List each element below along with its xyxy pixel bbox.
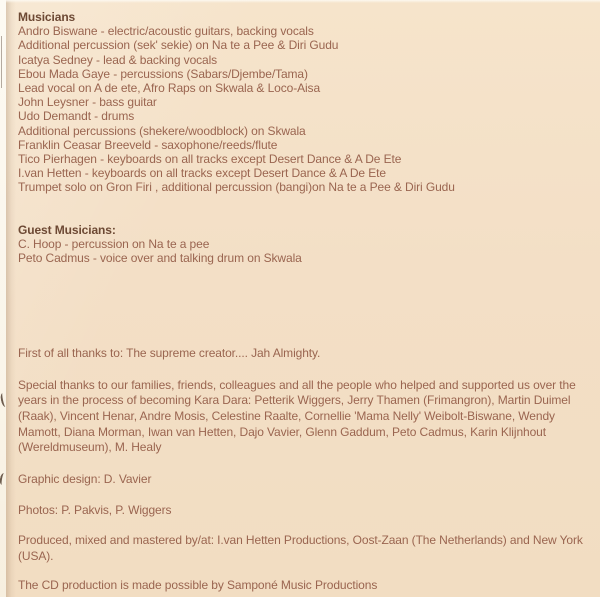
musician-credit-line: I.van Hetten - keyboards on all tracks except Desert Dance & A De Ete xyxy=(18,166,386,181)
photos-credit: Photos: P. Pakvis, P. Wiggers xyxy=(18,503,172,518)
musician-credit-line: Trumpet solo on Gron Firi , additional percussion (bangi)on Na te a Pee & Diri Gudu xyxy=(18,180,455,195)
musician-credit-line: Ebou Mada Gaye - percussions (Sabars/Djembe/Tama) xyxy=(18,66,308,81)
musician-credit-line: Icatya Sedney - lead & backing vocals xyxy=(18,52,218,67)
scan-edge-top xyxy=(0,0,600,3)
musicians-heading: Musicians xyxy=(18,10,76,24)
produced-credit: Produced, mixed and mastered by/at: I.van Hetten Productions, Oost-Zaan (The Netherlands) and New York (USA). xyxy=(18,533,583,563)
musician-credit-line: Franklin Ceasar Breeveld - saxophone/reeds/flute xyxy=(18,137,278,152)
scan-edge-shadow xyxy=(6,0,16,597)
graphic-design-credit: Graphic design: D. Vavier xyxy=(18,471,152,486)
musician-credit-line: Andro Biswane - electric/acoustic guitars, backing vocals xyxy=(18,24,314,39)
musician-credit-line: Lead vocal on A de ete, Afro Raps on Skwala & Loco-Aisa xyxy=(18,81,321,96)
scan-artifact xyxy=(1,36,4,88)
credits-content xyxy=(18,10,584,594)
musician-credit-line: Additional percussions (shekere/woodblock) on Skwala xyxy=(18,123,306,138)
special-thanks-paragraph: Special thanks to our families, friends, colleagues and all the people who helped and supported us over the years in the process of becoming Kara Dara: Petterik Wiggers, Jerry Thamen (Frimangron), Martin Duimel (Raak), Vincent Henar, Andre Mosis, Celestine Raalte, Cornellie 'Mama Nelly' Weibolt-Biswane, Wendy Mamott, Diana Morman, Iwan van Hetten, Dajo Vavier, Glenn Gaddum, Peto Cadmus, Karin Klijnhout (Wereldmuseum), M. Healy xyxy=(18,377,576,455)
guest-musicians-heading: Guest Musicians: xyxy=(18,222,116,237)
guest-credit-line: Peto Cadmus - voice over and talking drum on Skwala xyxy=(18,251,302,266)
cd-production-credit: The CD production is made possible by Samponé Music Productions xyxy=(18,578,378,593)
musicians-section xyxy=(18,10,584,195)
musician-credit-line: Additional percussion (sek' sekie) on Na te a Pee & Diri Gudu xyxy=(18,38,339,53)
guest-credit-line: C. Hoop - percussion on Na te a pee xyxy=(18,236,210,251)
musician-credit-line: Udo Demandt - drums xyxy=(18,109,135,124)
first-thanks-line: First of all thanks to: The supreme creator.... Jah Almighty. xyxy=(18,346,321,361)
musician-credit-line: John Leysner - bass guitar xyxy=(18,95,157,110)
guest-musicians-section xyxy=(18,223,584,266)
musician-credit-line: Tico Pierhagen - keyboards on all tracks except Desert Dance & A De Ete xyxy=(18,152,402,167)
